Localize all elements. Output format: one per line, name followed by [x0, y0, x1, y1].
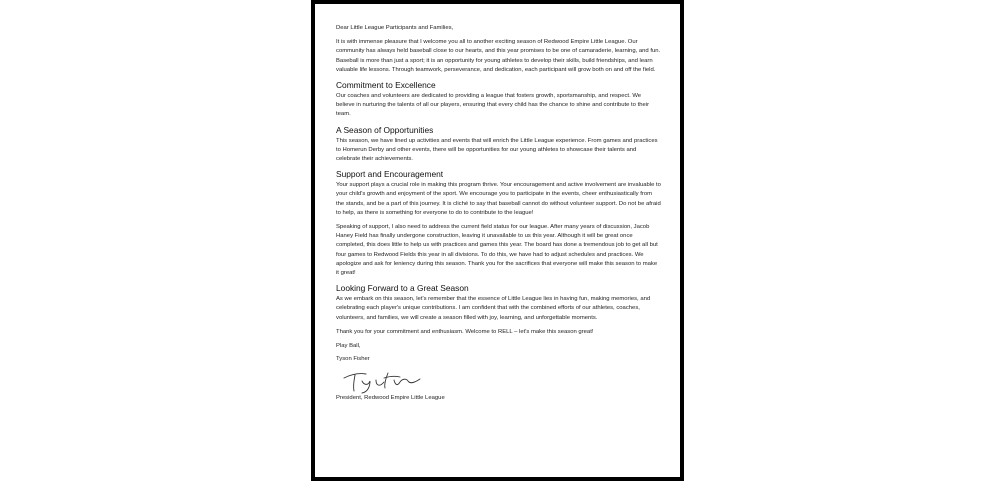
- signature: [342, 368, 422, 394]
- signer-title: President, Redwood Empire Little League: [336, 395, 445, 402]
- intro-paragraph: It is with immense pleasure that I welcome you all to another exciting season of Redwood Empire Little League. Our community has always held baseball close to our hearts, and this year promises to be one of camaraderie, learning, and fun. Baseball is more than just a sport; it is an opportunity for young athletes to develop their skills, build friendships, and learn valuable life lessons. Through teamwork, perseverance, and dedication, each participant will grow both on and off the field.: [336, 39, 661, 73]
- field-status-paragraph: Speaking of support, I also need to address the current field status for our league. After many years of discussion, Jacob Haney Field has finally undergone construction, leaving it unavailable to us this year. Although it will be great once completed, this does little to help us with practices and games this year. The board has done a tremendous job to get all but four games to Redwood Fields this year in all divisions. To do this, we have had to adjust schedules and practices. We apologize and ask for leniency during this season. Thank you for the sacrifices that everyone will make this season to make it great!: [336, 224, 658, 277]
- looking-forward-paragraph: As we embark on this season, let's remember that the essence of Little League lies in having fun, making memories, and celebrating each player's unique contributions. I am confident that with the combined efforts of our athletes, coaches, volunteers, and families, we will create a season filled with joy, learning, and unforgettable moments.: [336, 296, 651, 321]
- heading-looking-forward: Looking Forward to a Great Season: [336, 283, 469, 294]
- commitment-paragraph: Our coaches and volunteers are dedicated to providing a league that fosters growth, sportsmanship, and respect. We believe in nurturing the talents of all our players, ensuring that every child has the chance to shine and contribute to their team.: [336, 93, 650, 118]
- opportunities-paragraph: This season, we have lined up activities and events that will enrich the Little League experience. From games and practices to Homerun Derby and other events, there will be opportunities for our young athletes to showcase their talents and celebrate their achievements.: [336, 137, 658, 163]
- sign-off: Play Ball,: [336, 343, 361, 350]
- document-frame: [311, 0, 684, 481]
- letter-page: [315, 4, 680, 477]
- salutation: Dear Little League Participants and Families,: [336, 25, 454, 31]
- heading-opportunities: A Season of Opportunities: [336, 124, 434, 135]
- support-paragraph: Your support plays a crucial role in making this program thrive. Your encouragement and active involvement are invaluable to your child's growth and enjoyment of the sport. We encourage you to participate in the events, cheer enthusiastically from the stands, and be a part of this journey. It is cliché to say that baseball cannot do without volunteer support. Do not be afraid to help, as there is something for everyone to do to contribute to the league!: [336, 182, 661, 216]
- heading-support: Support and Encouragement: [336, 169, 444, 180]
- letter-body: [336, 24, 661, 409]
- thank-you-paragraph: Thank you for your commitment and enthusiasm. Welcome to RELL – let's make this season great!: [336, 328, 594, 335]
- signer-name: Tyson Fisher: [336, 356, 370, 363]
- heading-commitment: Commitment to Excellence: [336, 80, 436, 91]
